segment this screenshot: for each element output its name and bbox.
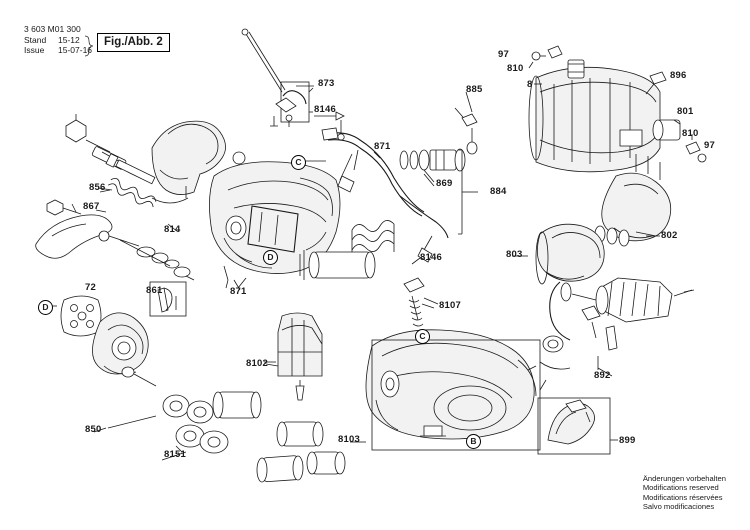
callout-856: 856 — [89, 182, 106, 193]
callout-810-right: 810 — [682, 128, 699, 139]
callout-8: 8 — [527, 79, 533, 90]
callout-867: 867 — [83, 201, 100, 212]
callout-8146-top: 8146 — [314, 104, 336, 115]
callout-892: 892 — [594, 370, 611, 381]
callout-814: 814 — [164, 224, 181, 235]
callout-873: 873 — [318, 78, 335, 89]
footer-line-fr: Modifications réservées — [642, 492, 723, 502]
callout-8102: 8102 — [246, 358, 268, 369]
header-value-stand: 15-12 — [58, 34, 80, 45]
figure-label: Fig./Abb. 2 — [97, 33, 170, 52]
footer-line-de: Änderungen vorbehalten — [642, 473, 726, 483]
header-part-number: 3 603 M01 300 — [24, 24, 81, 34]
footer-notes — [643, 474, 726, 512]
callout-72: 72 — [85, 282, 96, 293]
detail-marker-d-left: D — [38, 300, 53, 315]
callout-850: 850 — [85, 424, 102, 435]
callout-871-top: 871 — [374, 141, 391, 152]
header-label-issue: Issue — [24, 45, 45, 55]
callout-8107: 8107 — [439, 300, 461, 311]
detail-marker-b-bottom: B — [466, 434, 481, 449]
callout-899: 899 — [619, 435, 636, 446]
callout-97-right: 97 — [704, 140, 715, 151]
callout-803: 803 — [506, 249, 523, 260]
callout-97-top: 97 — [498, 49, 509, 60]
footer-line-en: Modifications reserved — [642, 483, 719, 493]
detail-marker-d-top: D — [263, 250, 278, 265]
callout-896: 896 — [670, 70, 687, 81]
callout-8146-mid: 8146 — [420, 252, 442, 263]
callout-8103: 8103 — [338, 434, 360, 445]
detail-marker-c-bottom: C — [415, 329, 430, 344]
detail-marker-c-top: C — [291, 155, 306, 170]
header-value-issue: 15-07-16 — [58, 45, 93, 55]
callout-885: 885 — [466, 84, 483, 95]
callout-861: 861 — [146, 285, 163, 296]
callout-810-top: 810 — [507, 63, 524, 74]
callout-801: 801 — [677, 106, 694, 117]
callout-871-bottom: 871 — [230, 286, 247, 297]
callout-884: 884 — [490, 186, 507, 197]
callout-802: 802 — [661, 230, 678, 241]
callout-869: 869 — [436, 178, 453, 189]
callout-8151: 8151 — [164, 449, 186, 460]
footer-line-es: Salvo modificaciones — [642, 502, 715, 512]
header-label-stand: Stand — [24, 34, 47, 45]
